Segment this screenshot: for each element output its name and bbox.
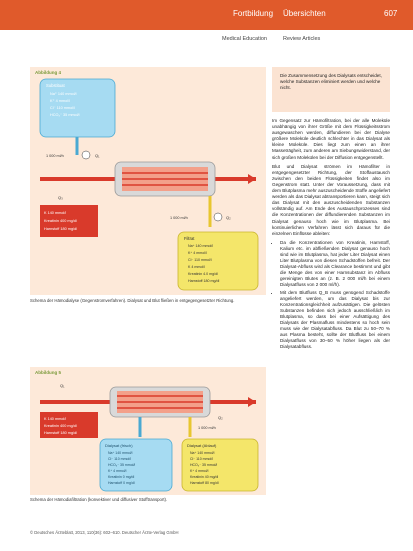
article-bullet-list bbox=[272, 240, 390, 351]
marker-q2: Q₂ bbox=[218, 415, 223, 420]
info-box bbox=[272, 67, 390, 112]
page-number: 607 bbox=[384, 9, 398, 18]
article-bullet: • Mit dem Blutfluss Q_B muss genügend Schadstoffe angeliefert werden, um das Dialysat bis zur Konzentrationsgleichheit aufzusättigen. Die gelösten Substanzen befinden sich jedoch ausschließlich im Blutplasma, so dass bei einer Aufsättigung des Dialysats der Plasmafluss mindestens so hoch sein muss wie der Dialysatabfluss. Da Blut zu 50–70 % aus Plasma besteht, sollte der Blutfluss bei einem Dialysatfluss von 30–50 % höher liegen als der Dialysatabfluss. bbox=[280, 290, 390, 351]
dialysate-line: Kreatinin 0 mg/dl bbox=[108, 475, 135, 479]
pump-icon bbox=[214, 213, 222, 221]
dialysate-line: K⁺ 4 mmol/l bbox=[108, 469, 127, 473]
marker-q1: Q₁ bbox=[95, 153, 100, 158]
dialysate-line: HCO₃⁻ 35 mmol/l bbox=[108, 463, 136, 467]
dialysate-line: Harnstoff 0 mg/dl bbox=[108, 481, 135, 485]
marker-q2: Q₂ bbox=[226, 215, 231, 220]
blood-value: Kreatinin 400 mg/dl bbox=[44, 424, 77, 428]
page-header-bar bbox=[0, 0, 413, 30]
dialysate-used-title: Dialysat (Ablauf) bbox=[187, 443, 217, 448]
rubric-title: Übersichten bbox=[283, 9, 326, 18]
substituate-line: Na⁺ 140 mmol/l bbox=[50, 92, 77, 96]
subtitle-right: Review Articles bbox=[283, 36, 321, 42]
blood-value: Harnstoff 180 mg/dl bbox=[44, 431, 78, 435]
substituate-line: Cl⁻ 110 mmol/l bbox=[50, 106, 75, 110]
dialysate-line: Kreatinin 40 mg/dl bbox=[190, 475, 219, 479]
filtrate-title: Filtrat bbox=[184, 236, 195, 241]
figure-label: Abbildung 4 bbox=[35, 70, 61, 75]
dialysate-line: Na⁺ 140 mmol/l bbox=[108, 451, 133, 455]
filtrate-line: Na⁺ 140 mmol/l bbox=[188, 244, 214, 248]
figure-caption: Schema der Hämodialyse (Gegenstromverfahren). Dialysat und Blut fließen in entgegengesetzter Richtung. bbox=[30, 298, 235, 303]
marker-q1: Q₁ bbox=[60, 383, 65, 388]
figure-label: Abbildung 5 bbox=[35, 370, 61, 375]
section-title: Fortbildung bbox=[233, 9, 274, 18]
flow-label: 1 000 ml/h bbox=[198, 426, 216, 430]
flow-label: 1 000 ml/h bbox=[170, 216, 188, 220]
page-footer: © Deutsches Ärzteblatt, 2013, 110(36): 602–610. Deutscher Ärzte-Verlag GmbH bbox=[30, 530, 179, 535]
substituate-line: HCO₃⁻ 35 mmol/l bbox=[50, 113, 80, 117]
dialysate-line: Cl⁻ 110 mmol/l bbox=[108, 457, 131, 461]
article-body bbox=[272, 118, 390, 351]
blood-value: Harnstoff 180 mg/dl bbox=[44, 227, 78, 231]
article-bullet: • Da die Konzentrationen von Kreatinin, Harnstoff, Kalium etc. im abfließenden Dialysat genauso hoch sind wie im Blutplasma, hat jeder Liter Dialysat einen Liter Blutplasma von diesen Schadstoffen befreit. Der Dialysat-Abfluss wird als Clearance bestimmt und gibt die Menge des von einer Harnsubstanz im Abfluss gereinigten Blutes an (z. B. 2 000 ml/h bei einem Dialysatfluss von 2 000 ml/h). bbox=[280, 240, 390, 289]
blood-value: K 140 mmol/l bbox=[44, 211, 67, 215]
info-box-text: Die Zusammensetzung des Dialysats entscheidet, welche Substanzen eliminiert werden und welche nicht. bbox=[280, 73, 382, 90]
figure-diagram-2 bbox=[30, 367, 266, 495]
filtrate-line: Harnstoff 180 mg/dl bbox=[188, 279, 220, 283]
dialysate-line: HCO₃⁻ 35 mmol/l bbox=[190, 463, 218, 467]
dialysate-line: Na⁺ 140 mmol/l bbox=[190, 451, 215, 455]
dialysate-line: Cl⁻ 110 mmol/l bbox=[190, 457, 213, 461]
dialysate-line: Harnstoff 80 mg/dl bbox=[190, 481, 219, 485]
substituate-title: Substituat bbox=[46, 83, 65, 88]
figure-diagram-1 bbox=[30, 67, 266, 295]
article-paragraph: Im Gegensatz zur Hämofiltration, bei der alle Moleküle unabhängig von ihrer Größe mit dem Flüssigkeitsstrom ausgewaschen werden, diffundieren bei der Dialyse größere Moleküle deutlich schlechter in das Dialysat als kleine Moleküle. Dies liegt zum einen an ihrer Masseträgheit, zum anderen am Siebungswiderstand, der sich großen Molekülen bei der Diffusion entgegenstellt. bbox=[272, 118, 390, 160]
arrow-right-icon bbox=[248, 174, 256, 184]
blood-value: Kreatinin 400 mg/dl bbox=[44, 219, 77, 223]
marker-q3: Q₃ bbox=[58, 195, 63, 200]
substituate-line: K⁺ 4 mmol/l bbox=[50, 99, 70, 103]
filtrate-line: Cl⁻ 110 mmol/l bbox=[188, 258, 212, 262]
figure-caption: Schema der Hämodiafiltration (konvektiver und diffusiver Stofftransport). bbox=[30, 497, 168, 502]
figure-hemodialysis bbox=[30, 67, 266, 295]
figure-hemodiafiltration bbox=[30, 367, 266, 495]
dialysate-fresh-title: Dialysat (frisch) bbox=[105, 443, 133, 448]
dialysate-line: K⁺ 4 mmol/l bbox=[190, 469, 209, 473]
blood-value: K 140 mmol/l bbox=[44, 417, 67, 421]
flow-label: 1 000 ml/h bbox=[46, 154, 64, 158]
filtrate-line: K 4 mmol/l bbox=[188, 265, 205, 269]
article-paragraph: Blut und Dialysat strömen im Hämofilter in entgegengesetzter Richtung, der Stoffaustausch zwischen den beiden Flüssigkeiten findet also im Gegenstrom statt. Unter der Voraussetzung, dass mit dem Blutplasma mehr auszuscheidende Stoffe angeliefert werden als das Dialysat abtransportieren kann, steigt sich das Dialysat mit den auszuscheidenden Substanzen vollständig auf. Am Ende des Austauschprozesses sind die Konzentrationen der diffundierenden Substanzen im Dialysat genauso hoch wie im Blutplasma. Bei kontinuierlichen Verfahren lässt sich daraus für die einzelnen Einflüsse ableiten: bbox=[272, 163, 390, 236]
pump-icon bbox=[82, 151, 90, 159]
filtrate-line: Kreatinin 4.0 mg/dl bbox=[188, 272, 218, 276]
subtitle-left: Medical Education bbox=[222, 36, 267, 42]
filtrate-line: K⁺ 4 mmol/l bbox=[188, 251, 207, 255]
arrow-right-icon bbox=[248, 397, 256, 407]
